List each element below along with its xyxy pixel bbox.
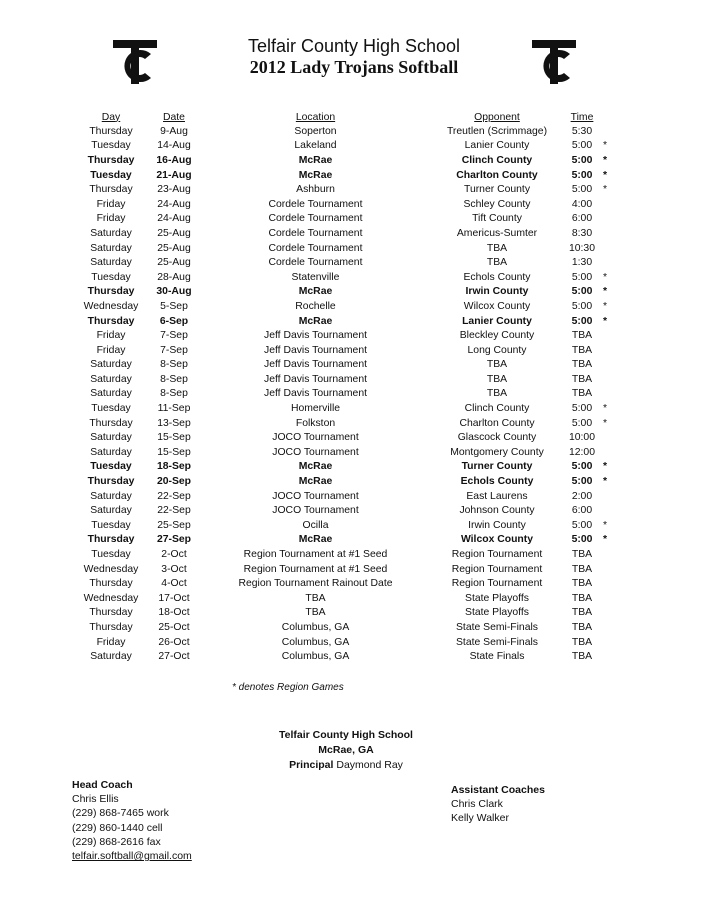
region-marker — [603, 503, 625, 518]
cell-location: McRae — [298, 286, 333, 298]
principal-name: Daymond Ray — [336, 759, 403, 771]
cell-opponent: Americus-Sumter — [456, 227, 538, 239]
schedule-row — [72, 285, 625, 300]
schedule-row — [72, 241, 625, 256]
column-header-date: Date — [163, 111, 185, 123]
region-marker — [603, 372, 625, 387]
schedule-row — [72, 139, 625, 154]
schedule-row — [72, 255, 625, 270]
cell-opponent: Region Tournament — [451, 549, 543, 561]
cell-day: Saturday — [90, 432, 132, 444]
cell-location: McRae — [298, 154, 333, 166]
cell-opponent: Wilcox County — [460, 534, 534, 546]
cell-day: Thursday — [89, 125, 133, 137]
cell-date: 25-Aug — [157, 242, 191, 254]
cell-day: Saturday — [90, 257, 132, 269]
cell-date: 27-Oct — [158, 651, 190, 663]
cell-location: Ashburn — [296, 184, 335, 196]
assistant-coaches-heading: Assistant Coaches — [451, 784, 545, 796]
cell-opponent: Region Tournament — [451, 563, 543, 575]
cell-location: Lakeland — [294, 140, 337, 152]
cell-day: Friday — [96, 636, 126, 648]
cell-location: JOCO Tournament — [272, 490, 359, 502]
schedule-row — [72, 124, 625, 139]
cell-time: 5:00 — [571, 286, 593, 298]
cell-location: Folkston — [295, 417, 336, 429]
cell-time: TBA — [571, 359, 593, 371]
cell-day: Saturday — [90, 373, 132, 385]
schedule-row — [72, 489, 625, 504]
cell-location: Region Tournament at #1 Seed — [243, 549, 388, 561]
region-marker — [603, 255, 625, 270]
cell-time: 5:00 — [571, 519, 593, 531]
cell-date: 27-Sep — [156, 534, 192, 546]
schedule-row — [72, 372, 625, 387]
column-header-region-mark — [603, 110, 625, 124]
cell-time: 5:00 — [571, 300, 593, 312]
cell-location: Jeff Davis Tournament — [264, 330, 367, 342]
cell-time: 12:00 — [568, 446, 595, 458]
cell-location: McRae — [298, 315, 333, 327]
schedule-row — [72, 606, 625, 621]
head-coach-name: Chris Ellis — [72, 793, 119, 806]
schedule-table — [72, 110, 625, 664]
cell-location: Soperton — [294, 125, 337, 137]
region-marker: * — [603, 286, 608, 298]
cell-day: Thursday — [89, 607, 133, 619]
cell-date: 15-Sep — [157, 446, 191, 458]
cell-time: TBA — [571, 330, 593, 342]
cell-time: 5:00 — [571, 461, 593, 473]
column-header-day: Day — [101, 111, 121, 123]
cell-opponent: Irwin County — [468, 519, 526, 531]
cell-time: 5:00 — [571, 315, 593, 327]
cell-opponent: State Finals — [469, 651, 525, 663]
schedule-row — [72, 401, 625, 416]
cell-date: 25-Aug — [157, 257, 191, 269]
cell-date: 11-Sep — [157, 403, 191, 415]
cell-opponent: State Semi-Finals — [456, 636, 538, 648]
schedule-body — [72, 124, 625, 664]
region-marker — [603, 591, 625, 606]
cell-day: Tuesday — [90, 169, 132, 181]
cell-location: Region Tournament Rainout Date — [238, 578, 393, 590]
cell-time: 5:30 — [571, 125, 593, 137]
cell-day: Thursday — [89, 578, 133, 590]
cell-opponent: Echols County — [460, 476, 534, 488]
cell-location: Jeff Davis Tournament — [264, 373, 367, 385]
region-marker — [603, 226, 625, 241]
cell-date: 28-Aug — [157, 271, 191, 283]
cell-opponent: Johnson County — [459, 505, 535, 517]
schedule-row — [72, 533, 625, 548]
cell-day: Tuesday — [91, 549, 131, 561]
cell-day: Saturday — [90, 227, 132, 239]
region-marker — [603, 212, 625, 227]
cell-opponent: Charlton County — [456, 169, 538, 181]
cell-date: 23-Aug — [157, 184, 191, 196]
region-marker: * — [603, 140, 608, 152]
cell-day: Wednesday — [83, 563, 139, 575]
cell-date: 7-Sep — [160, 330, 188, 342]
cell-day: Thursday — [89, 184, 133, 196]
cell-opponent: TBA — [486, 359, 508, 371]
schedule-row — [72, 518, 625, 533]
head-coach-block — [72, 778, 192, 863]
region-marker — [603, 635, 625, 650]
cell-opponent: TBA — [486, 257, 508, 269]
cell-day: Saturday — [90, 446, 132, 458]
cell-day: Friday — [96, 330, 126, 342]
cell-location: Cordele Tournament — [268, 213, 363, 225]
cell-time: 5:00 — [571, 271, 593, 283]
cell-time: TBA — [571, 607, 593, 619]
cell-location: JOCO Tournament — [272, 505, 359, 517]
cell-time: TBA — [571, 578, 593, 590]
cell-location: McRae — [298, 461, 333, 473]
cell-opponent: Clinch County — [461, 154, 533, 166]
cell-location: Columbus, GA — [281, 636, 350, 648]
cell-time: 10:30 — [568, 242, 595, 254]
region-marker — [603, 328, 625, 343]
region-marker: * — [603, 315, 608, 327]
schedule-row — [72, 547, 625, 562]
footer-city: McRae, GA — [318, 744, 374, 756]
schedule-row — [72, 343, 625, 358]
head-coach-email-link[interactable]: telfair.softball@gmail.com — [72, 850, 192, 863]
region-marker: * — [603, 534, 608, 546]
schedule-row — [72, 314, 625, 329]
cell-day: Tuesday — [91, 519, 131, 531]
cell-date: 20-Sep — [156, 476, 192, 488]
cell-date: 17-Oct — [158, 592, 190, 604]
cell-date: 25-Sep — [157, 519, 191, 531]
cell-date: 22-Sep — [157, 505, 191, 517]
cell-opponent: Clinch County — [464, 403, 530, 415]
cell-opponent: Echols County — [463, 271, 531, 283]
team-title: 2012 Lady Trojans Softball — [249, 57, 459, 77]
cell-time: TBA — [571, 592, 593, 604]
region-marker: * — [603, 169, 608, 181]
cell-day: Friday — [96, 344, 126, 356]
cell-opponent: Turner County — [461, 461, 533, 473]
region-marker: * — [603, 271, 608, 283]
cell-day: Wednesday — [83, 592, 139, 604]
region-marker — [603, 197, 625, 212]
cell-day: Thursday — [87, 286, 135, 298]
cell-opponent: Lanier County — [464, 140, 530, 152]
cell-location: Jeff Davis Tournament — [264, 359, 367, 371]
cell-opponent: East Laurens — [466, 490, 528, 502]
schedule-row — [72, 212, 625, 227]
schedule-row — [72, 270, 625, 285]
cell-time: 5:00 — [571, 534, 593, 546]
cell-time: 5:00 — [571, 184, 593, 196]
cell-location: Rochelle — [295, 300, 336, 312]
cell-day: Thursday — [87, 476, 135, 488]
cell-day: Thursday — [89, 621, 133, 633]
cell-location: Cordele Tournament — [268, 257, 363, 269]
head-coach-heading: Head Coach — [72, 779, 133, 791]
cell-time: 2:00 — [571, 490, 593, 502]
footer-school: Telfair County High School — [279, 729, 413, 741]
cell-date: 25-Aug — [157, 227, 191, 239]
region-marker: * — [603, 461, 608, 473]
region-marker — [603, 387, 625, 402]
cell-time: 6:00 — [571, 213, 593, 225]
cell-location: Columbus, GA — [281, 651, 350, 663]
assistant-coach-name: Kelly Walker — [451, 812, 509, 825]
schedule-row — [72, 635, 625, 650]
assistant-coach-name: Chris Clark — [451, 798, 503, 811]
cell-day: Thursday — [89, 417, 133, 429]
cell-day: Tuesday — [90, 461, 132, 473]
schedule-row — [72, 226, 625, 241]
cell-opponent: Charlton County — [459, 417, 535, 429]
schedule-row — [72, 620, 625, 635]
cell-time: 5:00 — [571, 169, 593, 181]
cell-opponent: Region Tournament — [451, 578, 543, 590]
schedule-row — [72, 474, 625, 489]
cell-day: Saturday — [90, 651, 132, 663]
cell-time: TBA — [571, 373, 593, 385]
schedule-row — [72, 153, 625, 168]
schedule-row — [72, 387, 625, 402]
cell-day: Friday — [96, 198, 126, 210]
cell-time: TBA — [571, 636, 593, 648]
cell-time: 8:30 — [571, 227, 593, 239]
cell-day: Saturday — [90, 359, 132, 371]
cell-opponent: Schley County — [463, 198, 531, 210]
school-footer — [0, 728, 692, 773]
schedule-row — [72, 503, 625, 518]
region-marker — [603, 343, 625, 358]
region-marker — [603, 430, 625, 445]
cell-time: TBA — [571, 388, 593, 400]
schedule-row — [72, 416, 625, 431]
schedule-row — [72, 445, 625, 460]
cell-day: Saturday — [90, 242, 132, 254]
cell-location: Columbus, GA — [281, 621, 350, 633]
cell-date: 8-Sep — [160, 359, 188, 371]
region-marker — [603, 562, 625, 577]
cell-location: TBA — [305, 592, 326, 604]
schedule-row — [72, 562, 625, 577]
cell-location: JOCO Tournament — [272, 432, 359, 444]
cell-day: Friday — [96, 213, 126, 225]
cell-time: 10:00 — [568, 432, 595, 444]
column-header-location: Location — [295, 111, 336, 123]
schedule-header-row — [72, 110, 625, 124]
cell-opponent: Irwin County — [465, 286, 529, 298]
cell-location: TBA — [305, 607, 326, 619]
schedule-row — [72, 182, 625, 197]
cell-time: 5:00 — [571, 403, 593, 415]
cell-date: 22-Sep — [157, 490, 191, 502]
cell-date: 18-Sep — [156, 461, 192, 473]
cell-time: 5:00 — [571, 154, 593, 166]
cell-location: McRae — [298, 169, 333, 181]
schedule-row — [72, 328, 625, 343]
schedule-row — [72, 430, 625, 445]
school-title: Telfair County High School — [247, 36, 461, 56]
cell-date: 26-Oct — [158, 636, 190, 648]
cell-date: 25-Oct — [158, 621, 190, 633]
cell-day: Tuesday — [91, 403, 131, 415]
region-marker — [603, 445, 625, 460]
cell-date: 14-Aug — [157, 140, 191, 152]
cell-day: Saturday — [90, 490, 132, 502]
cell-time: 6:00 — [571, 505, 593, 517]
region-marker: * — [603, 417, 608, 429]
cell-date: 13-Sep — [157, 417, 191, 429]
column-header-time: Time — [570, 111, 594, 123]
cell-time: 4:00 — [571, 198, 593, 210]
cell-date: 15-Sep — [157, 432, 191, 444]
cell-time: TBA — [571, 621, 593, 633]
cell-date: 3-Oct — [161, 563, 187, 575]
region-marker: * — [603, 184, 608, 196]
cell-date: 8-Sep — [160, 373, 188, 385]
cell-location: Region Tournament at #1 Seed — [243, 563, 388, 575]
cell-opponent: Treutlen (Scrimmage) — [446, 125, 548, 137]
cell-time: TBA — [571, 549, 593, 561]
cell-opponent: Wilcox County — [463, 300, 531, 312]
cell-time: 5:00 — [571, 476, 593, 488]
region-marker — [603, 649, 625, 664]
head-coach-fax: (229) 868-2616 fax — [72, 835, 161, 848]
cell-location: Statenville — [291, 271, 340, 283]
cell-opponent: Montgomery County — [450, 446, 544, 458]
cell-date: 30-Aug — [156, 286, 192, 298]
cell-location: Jeff Davis Tournament — [264, 388, 367, 400]
schedule-row — [72, 299, 625, 314]
cell-opponent: TBA — [486, 388, 508, 400]
cell-opponent: TBA — [486, 242, 508, 254]
region-marker: * — [603, 403, 608, 415]
footer-principal — [0, 758, 692, 773]
cell-opponent: Tift County — [472, 213, 522, 225]
principal-label: Principal — [289, 759, 334, 771]
cell-date: 6-Sep — [159, 315, 189, 327]
schedule-row — [72, 576, 625, 591]
cell-day: Saturday — [90, 388, 132, 400]
cell-time: TBA — [571, 563, 593, 575]
cell-time: 5:00 — [571, 140, 593, 152]
cell-opponent: State Playoffs — [465, 607, 529, 619]
cell-day: Thursday — [87, 154, 135, 166]
column-header-opponent: Opponent — [474, 111, 520, 123]
cell-date: 24-Aug — [157, 213, 191, 225]
cell-location: Homerville — [290, 403, 341, 415]
cell-location: Cordele Tournament — [268, 198, 363, 210]
cell-day: Thursday — [87, 534, 135, 546]
cell-day: Thursday — [87, 315, 135, 327]
cell-time: 1:30 — [571, 257, 593, 269]
region-marker — [603, 547, 625, 562]
region-marker: * — [603, 300, 608, 312]
cell-opponent: State Semi-Finals — [456, 621, 538, 633]
cell-date: 5-Sep — [160, 300, 188, 312]
head-coach-work-phone: (229) 868-7465 work — [72, 807, 169, 820]
region-marker — [603, 576, 625, 591]
region-marker — [603, 606, 625, 621]
schedule-row — [72, 649, 625, 664]
cell-day: Tuesday — [91, 140, 131, 152]
cell-date: 24-Aug — [157, 198, 191, 210]
cell-time: 5:00 — [571, 417, 593, 429]
region-marker — [603, 124, 625, 139]
cell-opponent: Long County — [467, 344, 527, 356]
region-marker: * — [603, 154, 608, 166]
cell-location: McRae — [298, 534, 333, 546]
head-coach-cell-phone: (229) 860-1440 cell — [72, 821, 163, 834]
schedule-row — [72, 197, 625, 212]
cell-date: 4-Oct — [161, 578, 187, 590]
cell-opponent: Bleckley County — [459, 330, 535, 342]
cell-day: Wednesday — [83, 300, 139, 312]
cell-date: 2-Oct — [161, 549, 187, 561]
schedule-row — [72, 460, 625, 475]
cell-date: 16-Aug — [156, 154, 192, 166]
cell-day: Saturday — [90, 505, 132, 517]
cell-location: McRae — [298, 476, 333, 488]
cell-opponent: Lanier County — [462, 315, 532, 327]
region-note: * denotes Region Games — [232, 682, 344, 693]
region-marker: * — [603, 519, 608, 531]
cell-date: 18-Oct — [158, 607, 190, 619]
region-marker — [603, 489, 625, 504]
schedule-row — [72, 358, 625, 373]
cell-time: TBA — [571, 651, 593, 663]
assistant-coaches-block — [451, 783, 545, 826]
cell-date: 9-Aug — [160, 125, 188, 137]
cell-opponent: Turner County — [463, 184, 531, 196]
cell-location: JOCO Tournament — [272, 446, 359, 458]
cell-opponent: TBA — [486, 373, 508, 385]
cell-location: Cordele Tournament — [268, 242, 363, 254]
region-marker: * — [603, 476, 608, 488]
schedule-row — [72, 591, 625, 606]
region-marker — [603, 358, 625, 373]
cell-location: Cordele Tournament — [268, 227, 363, 239]
region-marker — [603, 241, 625, 256]
schedule-row — [72, 168, 625, 183]
cell-location: Jeff Davis Tournament — [264, 344, 367, 356]
cell-opponent: State Playoffs — [465, 592, 529, 604]
cell-day: Tuesday — [91, 271, 131, 283]
cell-time: TBA — [571, 344, 593, 356]
cell-date: 7-Sep — [160, 344, 188, 356]
cell-date: 21-Aug — [156, 169, 192, 181]
cell-location: Ocilla — [302, 519, 329, 531]
cell-date: 8-Sep — [160, 388, 188, 400]
cell-opponent: Glascock County — [457, 432, 537, 444]
region-marker — [603, 620, 625, 635]
